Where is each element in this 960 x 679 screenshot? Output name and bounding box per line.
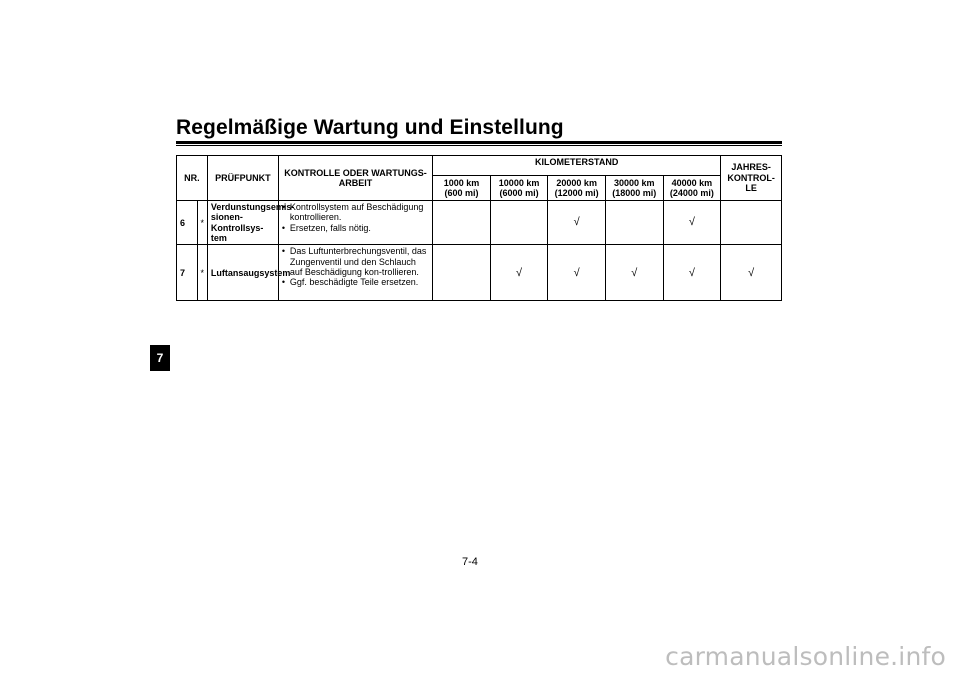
row-item: Luftansaugsystem [207, 245, 278, 301]
row-star: * [197, 201, 207, 245]
work-step: • Ggf. beschädigte Teile ersetzen. [282, 277, 429, 287]
header-km-3: 20000 km (12000 mi) [548, 176, 606, 201]
header-km-group: KILOMETERSTAND [433, 156, 721, 176]
header-km-4: 30000 km (18000 mi) [605, 176, 663, 201]
check-cell: √ [548, 201, 606, 245]
check-cell [605, 201, 663, 245]
table-row [177, 201, 782, 245]
check-cell [433, 245, 491, 301]
table-row [177, 245, 782, 301]
header-km-5: 40000 km (24000 mi) [663, 176, 721, 201]
check-cell [490, 201, 548, 245]
work-step: • Kontrollsystem auf Beschädigung kontrollieren. [282, 202, 429, 223]
header-work: KONTROLLE ODER WARTUNGS-ARBEIT [278, 156, 432, 201]
page-number: 7-4 [462, 556, 478, 568]
row-star: * [197, 245, 207, 301]
row-work [278, 201, 432, 245]
work-step: • Ersetzen, falls nötig. [282, 223, 429, 233]
title-rule-thin [176, 145, 782, 146]
header-km-1: 1000 km (600 mi) [433, 176, 491, 201]
check-cell: √ [548, 245, 606, 301]
row-item: Verdunstungsemis-sionen-Kontrollsys-tem [207, 201, 278, 245]
header-nr: NR. [177, 156, 208, 201]
header-km-2: 10000 km (6000 mi) [490, 176, 548, 201]
check-cell [721, 201, 782, 245]
row-work [278, 245, 432, 301]
maintenance-table [176, 155, 782, 301]
header-item: PRÜFPUNKT [207, 156, 278, 201]
check-cell [433, 201, 491, 245]
page-title: Regelmäßige Wartung und Einstellung [176, 116, 564, 139]
header-annual: JAHRES-KONTROL-LE [721, 156, 782, 201]
check-cell: √ [721, 245, 782, 301]
watermark: carmanualsonline.info [665, 642, 946, 671]
row-number: 7 [177, 245, 198, 301]
check-cell: √ [663, 245, 721, 301]
check-cell: √ [663, 201, 721, 245]
check-cell: √ [490, 245, 548, 301]
check-cell: √ [605, 245, 663, 301]
title-rule-thick [176, 141, 782, 144]
row-number: 6 [177, 201, 198, 245]
work-step: • Das Luftunterbrechungsventil, das Zungenventil und den Schlauch auf Beschädigung kon-trollieren. [282, 246, 429, 277]
chapter-tab: 7 [150, 345, 170, 371]
